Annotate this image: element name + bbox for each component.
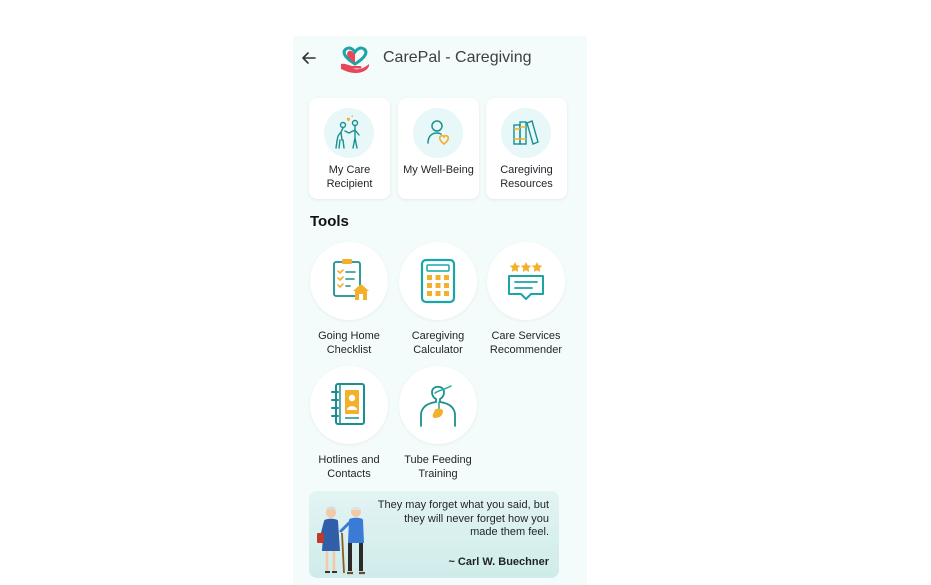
tool-label: Care Services Recommender [489,330,563,356]
arrow-left-icon [299,48,319,68]
tool-label: Hotlines and Contacts [318,454,380,480]
app-screen [293,36,587,585]
tool-icon-circle [310,366,388,444]
card-icon-circle [413,108,463,158]
tool-icon-circle [310,242,388,320]
app-header [293,36,587,82]
tube-feeding-icon [399,366,477,444]
app-logo [338,44,372,74]
card-label: My Well-Being [403,164,474,176]
elderly-couple-icon [315,501,377,577]
card-my-well-being[interactable] [398,98,479,199]
elderly-couple-illustration [315,501,377,577]
person-heart-icon [413,108,463,158]
card-my-care-recipient[interactable] [309,98,390,199]
rating-chat-icon [487,242,565,320]
tool-label: Going Home Checklist [318,330,380,356]
card-caregiving-resources[interactable] [486,98,567,199]
caregiver-elder-icon [324,108,374,158]
card-icon-circle [501,108,551,158]
back-button[interactable] [299,48,319,68]
quote-text: They may forget what you said, but they will never forget how you made them feel. [377,499,549,538]
calculator-icon [399,242,477,320]
tool-icon-circle [487,242,565,320]
tool-label: Caregiving Calculator [411,330,465,356]
tool-icon-circle [399,366,477,444]
quote-card [309,491,559,578]
heart-hand-logo [338,44,372,74]
contact-book-icon [310,366,388,444]
card-label: My Care Recipient [326,164,373,190]
tool-label: Tube Feeding Training [404,454,472,480]
quote-author: ~ Carl W. Buechner [448,556,549,568]
card-label: Caregiving Resources [500,164,553,190]
checklist-house-icon [310,242,388,320]
app-title: CarePal - Caregiving [383,49,532,66]
tool-icon-circle [399,242,477,320]
card-icon-circle [324,108,374,158]
tools-heading: Tools [310,213,349,230]
books-icon [501,108,551,158]
